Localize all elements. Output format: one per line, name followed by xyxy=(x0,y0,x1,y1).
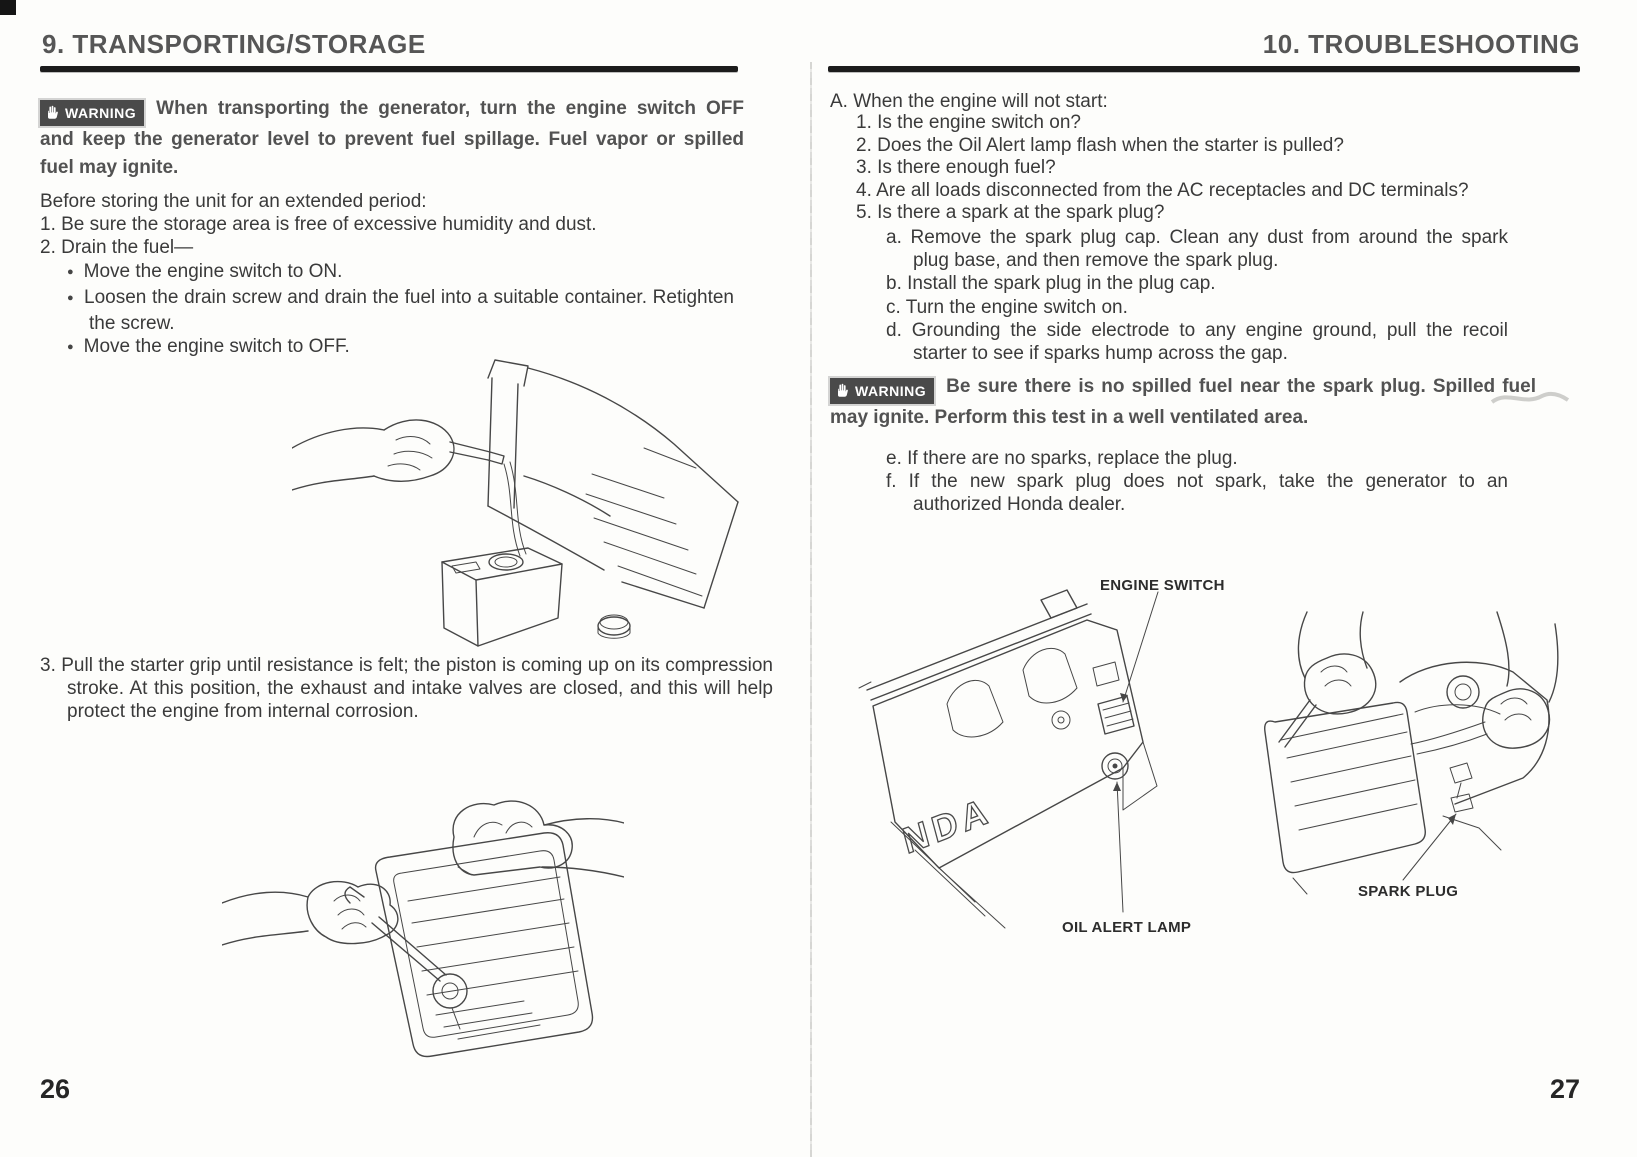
spark-step-d: d. Grounding the side electrode to any engine ground, pull the recoil starter to see if sparks hump across the gap. xyxy=(886,319,1508,365)
engine-switch-callout: ENGINE SWITCH xyxy=(1100,577,1225,594)
spark-step-b: b. Install the spark plug in the plug cap. xyxy=(886,273,1216,295)
engine-checks-list xyxy=(856,112,1536,225)
warning-badge-label: WARNING xyxy=(65,104,137,121)
pull-starter-illustration xyxy=(222,775,624,1067)
storage-step-3: 3. Pull the starter grip until resistance is felt; the piston is coming up on its compression stroke. At this position, the exhaust and intake valves are closed, and this will help protect the engine from internal corrosion. xyxy=(40,655,773,723)
storage-step-1: 1. Be sure the storage area is free of excessive humidity and dust. xyxy=(40,214,597,236)
check-4: 4. Are all loads disconnected from the AC receptacles and DC terminals? xyxy=(856,179,1469,201)
drain-bullet-3: ● Move the engine switch to OFF. xyxy=(40,335,734,361)
check-3: 3. Is there enough fuel? xyxy=(856,157,1056,179)
spark-step-a: a. Remove the spark plug cap. Clean any dust from around the spark plug base, and then remove the spark plug. xyxy=(886,227,1508,272)
page-binding-divider xyxy=(810,62,812,1157)
check-2: 2. Does the Oil Alert lamp flash when the starter is pulled? xyxy=(856,134,1344,156)
check-5: 5. Is there a spark at the spark plug? xyxy=(856,202,1165,224)
drain-bullet-1: ● Move the engine switch to ON. xyxy=(40,260,734,286)
check-1: 1. Is the engine switch on? xyxy=(856,112,1081,133)
spark-step-e: e. If there are no sparks, replace the plug. xyxy=(886,448,1238,469)
warning-badge xyxy=(40,100,144,126)
left-title-rule xyxy=(40,66,738,72)
spark-plug-callout: SPARK PLUG xyxy=(1358,883,1459,900)
storage-step-2: 2. Drain the fuel— xyxy=(40,237,194,259)
right-warning-paragraph xyxy=(830,373,1536,432)
left-warning-paragraph xyxy=(40,95,744,182)
left-warning-text: When transporting the generator, turn the engine switch OFF and keep the generator level to prevent fuel spillage. Fuel vapor or spilled fuel may ignite. xyxy=(40,98,744,178)
warning-badge-label: WARNING xyxy=(855,382,927,399)
warning-hand-icon xyxy=(835,383,850,398)
left-page-title: 9. TRANSPORTING/STORAGE xyxy=(42,29,426,59)
right-page-number: 27 xyxy=(1549,1074,1580,1104)
spark-step-f: f. If the new spark plug does not spark, take the generator to an authorized Honda dealer. xyxy=(886,471,1508,516)
troubleshooting-illustrations xyxy=(855,572,1580,950)
oil-alert-lamp-callout: OIL ALERT LAMP xyxy=(1062,919,1192,936)
storage-intro: Before storing the unit for an extended period: xyxy=(40,191,427,212)
spark-step-c: c. Turn the engine switch on. xyxy=(886,296,1128,318)
warning-badge xyxy=(830,378,934,404)
left-page-number: 26 xyxy=(40,1074,71,1104)
right-title-rule xyxy=(828,66,1580,72)
right-page-title: 10. TROUBLESHOOTING xyxy=(1262,29,1580,59)
drain-bullet-2: ● Loosen the drain screw and drain the fuel into a suitable container. Retighten the screw. xyxy=(40,286,734,335)
scan-artifact xyxy=(0,0,16,15)
spark-test-steps-after xyxy=(886,447,1508,517)
generator-brand-text: NDA xyxy=(898,788,996,862)
drain-fuel-illustration xyxy=(292,356,760,648)
spark-test-steps xyxy=(886,226,1508,365)
storage-instructions xyxy=(40,190,740,361)
troubleshooting-section-a: A. When the engine will not start: xyxy=(830,91,1108,112)
warning-hand-icon xyxy=(45,105,60,120)
right-warning-text: Be sure there is no spilled fuel near the spark plug. Spilled fuel may ignite. Perform this test in a well ventilated area. xyxy=(830,376,1536,428)
